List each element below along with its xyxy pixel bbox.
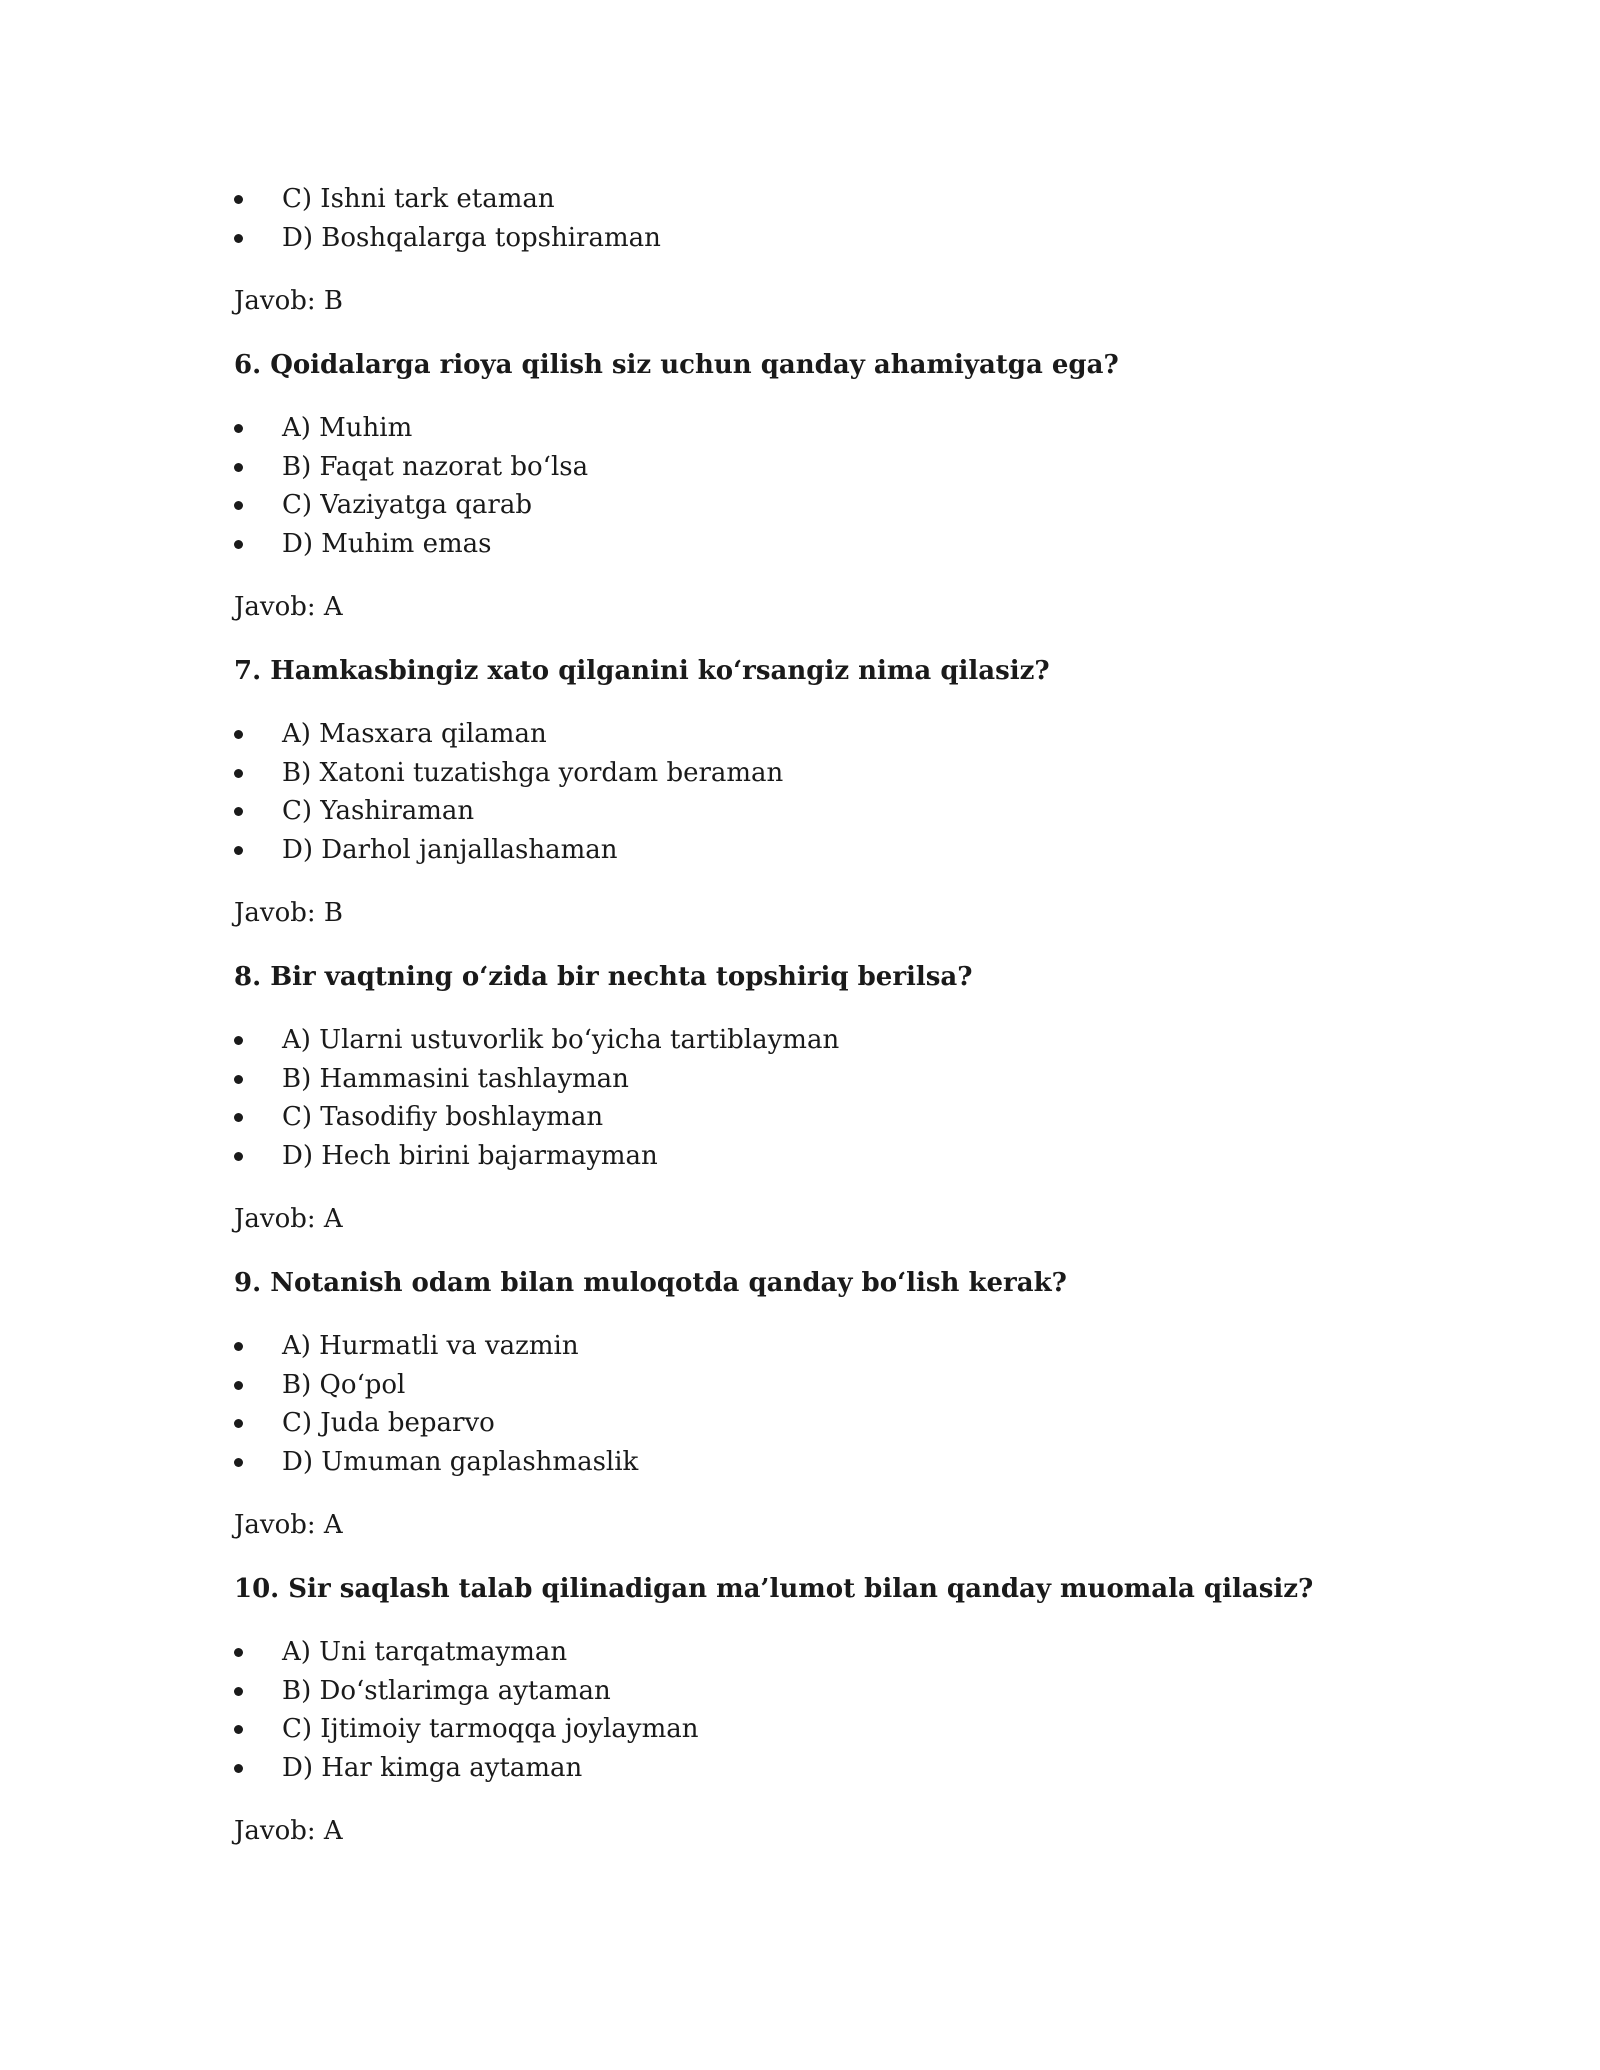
options-list (234, 1327, 1384, 1481)
option-text: C) Ishni tark etaman (282, 184, 555, 214)
list-item (234, 219, 1384, 258)
bullet-icon (234, 1075, 243, 1084)
bullet-icon (234, 1687, 243, 1696)
bullet-icon (234, 1419, 243, 1428)
option-text: C) Tasodifiy boshlayman (282, 1102, 604, 1132)
bullet-icon (234, 1152, 243, 1161)
list-item (234, 1633, 1384, 1672)
question-title: 8. Bir vaqtning o‘zida bir nechta topshiriq berilsa? (234, 962, 973, 992)
list-item (234, 1404, 1384, 1443)
list-item (234, 1021, 1384, 1060)
bullet-icon (234, 1342, 243, 1351)
bullet-icon (234, 463, 243, 472)
option-text: C) Yashiraman (282, 796, 475, 826)
options-list (234, 715, 1384, 869)
list-item (234, 792, 1384, 831)
answer-text: Javob: A (234, 1816, 343, 1846)
question-title: 10. Sir saqlash talab qilinadigan ma’lumot bilan qanday muomala qilasiz? (234, 1574, 1314, 1604)
question-title: 9. Notanish odam bilan muloqotda qanday bo‘lish kerak? (234, 1268, 1067, 1298)
list-item (234, 1060, 1384, 1099)
answer-text: Javob: B (234, 286, 344, 316)
option-text: B) Hammasini tashlayman (282, 1063, 629, 1094)
option-text: D) Boshqalarga topshiraman (282, 222, 661, 253)
bullet-icon (234, 195, 243, 204)
list-item (234, 1137, 1384, 1176)
list-item (234, 1443, 1384, 1482)
options-list (234, 409, 1384, 563)
option-text: A) Uni tarqatmayman (282, 1637, 568, 1667)
option-text: B) Qo‘pol (282, 1369, 406, 1400)
list-item (234, 525, 1384, 564)
list-item (234, 831, 1384, 870)
list-item (234, 1672, 1384, 1711)
option-text: B) Do‘stlarimga aytaman (282, 1675, 611, 1706)
list-item (234, 180, 1384, 219)
option-text: A) Muhim (282, 413, 413, 443)
list-item (234, 1749, 1384, 1788)
intro-options-list (234, 180, 1384, 257)
option-text: B) Faqat nazorat bo‘lsa (282, 451, 589, 482)
question-title: 6. Qoidalarga rioya qilish siz uchun qanday ahamiyatga ega? (234, 350, 1119, 380)
options-list (234, 1021, 1384, 1175)
option-text: A) Ularni ustuvorlik bo‘yicha tartiblayman (282, 1025, 840, 1055)
option-text: B) Xatoni tuzatishga yordam beraman (282, 757, 784, 788)
list-item (234, 1098, 1384, 1137)
answer-text: Javob: A (234, 1204, 343, 1234)
bullet-icon (234, 1113, 243, 1122)
bullet-icon (234, 1458, 243, 1467)
list-item (234, 1710, 1384, 1749)
bullet-icon (234, 1036, 243, 1045)
option-text: C) Ijtimoiy tarmoqqa joylayman (282, 1714, 699, 1744)
list-item (234, 486, 1384, 525)
answer-text: Javob: A (234, 1510, 343, 1540)
option-text: D) Muhim emas (282, 528, 492, 559)
question-title: 7. Hamkasbingiz xato qilganini ko‘rsangiz nima qilasiz? (234, 656, 1050, 686)
options-list (234, 1633, 1384, 1787)
option-text: D) Har kimga aytaman (282, 1752, 583, 1783)
list-item (234, 1366, 1384, 1405)
bullet-icon (234, 807, 243, 816)
option-text: D) Darhol janjallashaman (282, 834, 618, 865)
list-item (234, 754, 1384, 793)
bullet-icon (234, 540, 243, 549)
bullet-icon (234, 501, 243, 510)
bullet-icon (234, 234, 243, 243)
bullet-icon (234, 1764, 243, 1773)
bullet-icon (234, 1381, 243, 1390)
answer-text: Javob: B (234, 898, 344, 928)
option-text: A) Hurmatli va vazmin (282, 1331, 579, 1361)
option-text: C) Juda beparvo (282, 1408, 495, 1438)
list-item (234, 1327, 1384, 1366)
bullet-icon (234, 846, 243, 855)
list-item (234, 409, 1384, 448)
bullet-icon (234, 1725, 243, 1734)
bullet-icon (234, 424, 243, 433)
option-text: D) Hech birini bajarmayman (282, 1140, 658, 1171)
bullet-icon (234, 1648, 243, 1657)
answer-text: Javob: A (234, 592, 343, 622)
list-item (234, 448, 1384, 487)
option-text: C) Vaziyatga qarab (282, 490, 532, 520)
bullet-icon (234, 769, 243, 778)
bullet-icon (234, 730, 243, 739)
document-page (234, 180, 1384, 1850)
list-item (234, 715, 1384, 754)
option-text: D) Umuman gaplashmaslik (282, 1446, 639, 1477)
option-text: A) Masxara qilaman (282, 719, 547, 749)
